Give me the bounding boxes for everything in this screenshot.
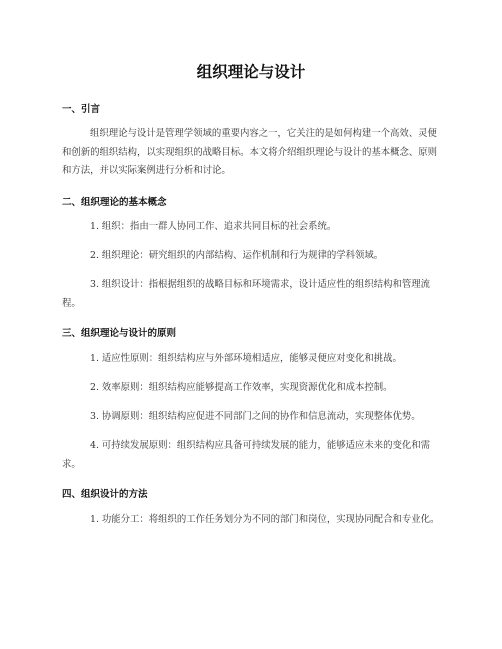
document-title: 组织理论与设计 xyxy=(196,63,306,81)
concept-item-organization-design: 3. 组织设计：指根据组织的战略目标和环境需求，设计适应性的组织结构和管理流程。 xyxy=(62,279,431,309)
section-heading-basic-concepts: 二、组织理论的基本概念 xyxy=(62,197,167,208)
method-item-functional-division: 1. 功能分工：将组织的工作任务划分为不同的部门和岗位，实现协同配合和专业化。 xyxy=(90,514,440,525)
principle-item-efficiency: 2. 效率原则：组织结构应能够提高工作效率，实现资源优化和成本控制。 xyxy=(90,382,393,393)
concept-item-organization: 1. 组织：指由一群人协同工作、追求共同目标的社会系统。 xyxy=(90,221,337,232)
principle-item-coordination: 3. 协调原则：组织结构应促进不同部门之间的协作和信息流动，实现整体优势。 xyxy=(90,411,421,422)
intro-paragraph: 组织理论与设计是管理学领域的重要内容之一，它关注的是如何构建一个高效、灵便和创新的组织结构，以实现组织的战略目标。本文将介绍组织理论与设计的基本概念、原则和方法，并以实际案例进行分析和讨论。 xyxy=(62,128,438,176)
section-heading-methods: 四、组织设计的方法 xyxy=(62,489,148,500)
principle-item-adaptability: 1. 适应性原则：组织结构应与外部环境相适应，能够灵便应对变化和挑战。 xyxy=(90,353,402,364)
section-heading-principles: 三、组织理论与设计的原则 xyxy=(62,328,177,339)
principle-item-sustainability: 4. 可持续发展原则：组织结构应具备可持续发展的能力，能够适应未来的变化和需求。 xyxy=(62,440,431,470)
concept-item-organization-theory: 2. 组织理论：研究组织的内部结构、运作机制和行为规律的学科领域。 xyxy=(90,250,384,261)
section-heading-intro: 一、引言 xyxy=(62,104,101,115)
